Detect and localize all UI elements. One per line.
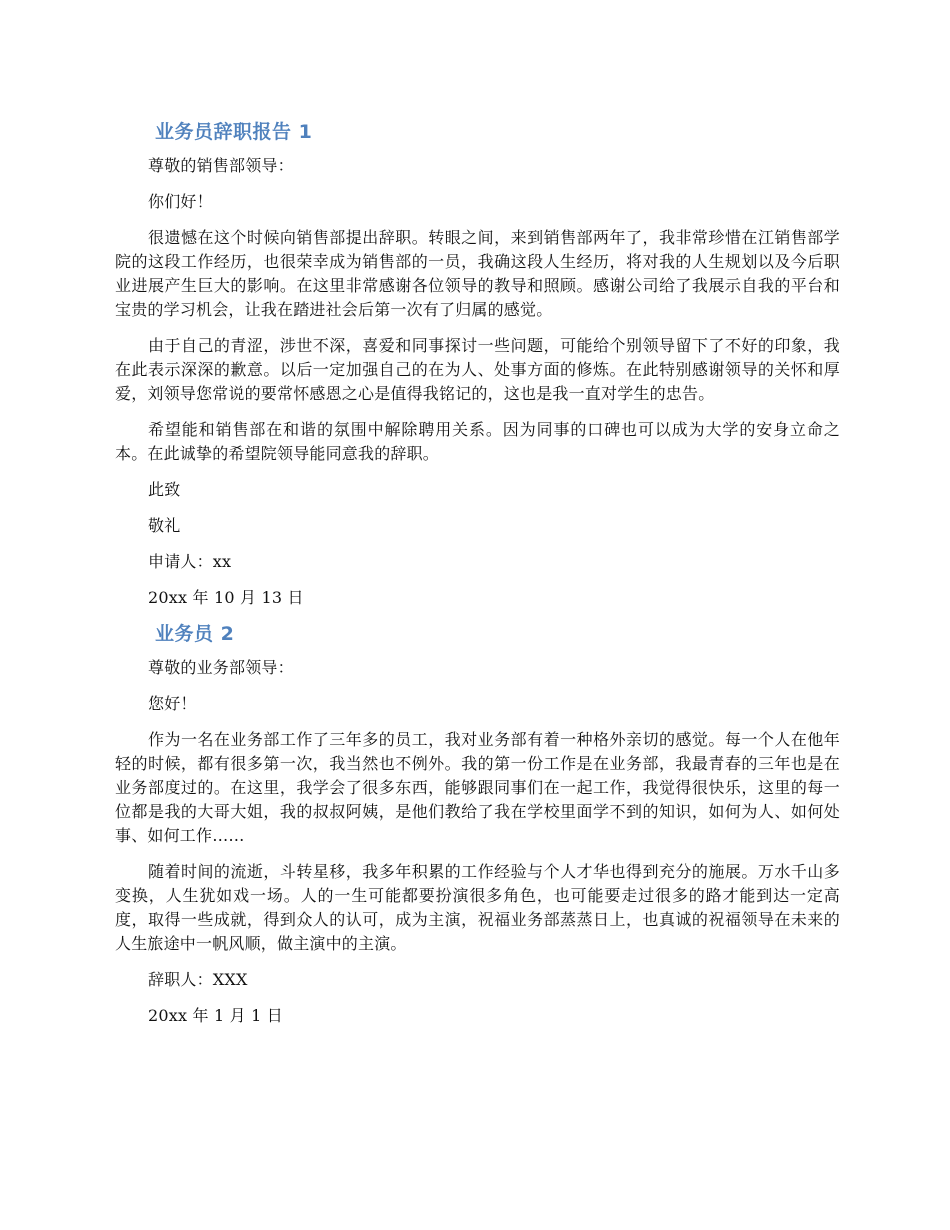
section1-paragraph: 希望能和销售部在和谐的氛围中解除聘用关系。因为同事的口碑也可以成为大学的安身立命之本。在此诚挚的希望院领导能同意我的辞职。 xyxy=(115,420,840,463)
section1-salutation: 尊敬的销售部领导： xyxy=(148,156,294,175)
section1-greeting: 你们好！ xyxy=(148,192,213,211)
document-body xyxy=(115,120,840,1040)
section1-title: 业务员辞职报告 1 xyxy=(155,121,313,143)
section1-paragraph: 由于自己的青涩，涉世不深，喜爱和同事探讨一些问题，可能给个别领导留下了不好的印象，我在此表示深深的歉意。以后一定加强自己的在为人、处事方面的修炼。在此特别感谢领导的关怀和厚爱，刘领导您常说的要常怀感恩之心是值得我铭记的，这也是我一直对学生的忠告。 xyxy=(115,336,840,403)
section2-greeting: 您好！ xyxy=(148,694,197,713)
section2-date: 20xx 年 1 月 1 日 xyxy=(148,1006,283,1025)
section2-paragraph: 作为一名在业务部工作了三年多的员工，我对业务部有着一种格外亲切的感觉。每一个人在他年轻的时候，都有很多第一次，我当然也不例外。我的第一份工作是在业务部，我最青春的三年也是在业务部度过的。在这里，我学会了很多东西，能够跟同事们在一起工作，我觉得很快乐，这里的每一位都是我的大哥大姐，我的叔叔阿姨，是他们教给了我在学校里面学不到的知识，如何为人、如何处事、如何工作…… xyxy=(115,730,840,845)
section2-paragraph: 随着时间的流逝，斗转星移，我多年积累的工作经验与个人才华也得到充分的施展。万水千山多变换，人生犹如戏一场。人的一生可能都要扮演很多角色，也可能要走过很多的路才能到达一定高度，取得一些成就，得到众人的认可，成为主演，祝福业务部蒸蒸日上，也真诚的祝福领导在未来的人生旅途中一帆风顺，做主演中的主演。 xyxy=(115,862,840,953)
section2-salutation: 尊敬的业务部领导： xyxy=(148,658,294,677)
section2-title: 业务员 2 xyxy=(155,623,235,645)
section2-signer: 辞职人：XXX xyxy=(148,970,248,989)
section1-date: 20xx 年 10 月 13 日 xyxy=(148,588,304,607)
section1-closing-1: 此致 xyxy=(148,480,181,499)
section1-signer: 申请人：xx xyxy=(148,552,232,571)
section1-paragraph: 很遗憾在这个时候向销售部提出辞职。转眼之间，来到销售部两年了，我非常珍惜在江销售部学院的这段工作经历，也很荣幸成为销售部的一员，我确这段人生经历，将对我的人生规划以及今后职业进展产生巨大的影响。在这里非常感谢各位领导的教导和照顾。感谢公司给了我展示自我的平台和宝贵的学习机会，让我在踏进社会后第一次有了归属的感觉。 xyxy=(115,228,840,319)
section1-closing-2: 敬礼 xyxy=(148,516,181,535)
